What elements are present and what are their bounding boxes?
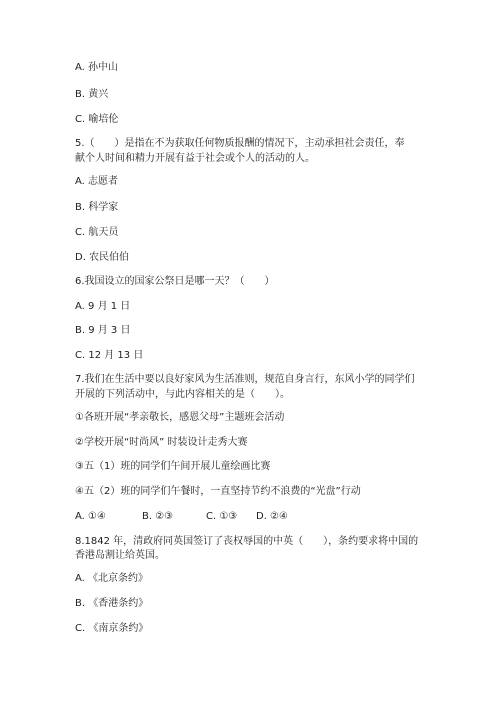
q7-option-c: C. ①③ xyxy=(206,511,238,522)
q8-option-c: C. 《南京条约》 xyxy=(75,623,149,634)
q6-option-a: A. 9 月 1 日 xyxy=(75,301,131,312)
q6-option-c: C. 12 月 13 日 xyxy=(75,350,144,361)
q5-option-b: B. 科学家 xyxy=(75,202,119,213)
q8-option-b: B. 《香港条约》 xyxy=(75,598,149,609)
q6-stem: 6.我国设立的国家公祭日是哪一天？（ ） xyxy=(75,276,275,287)
q7-option-a: A. ①④ xyxy=(75,511,106,522)
q5-option-c: C. 航天员 xyxy=(75,227,119,238)
q8-stem-line1: 8.1842 年，清政府同英国签订了丧权辱国的中英（ ），条约要求将中国的 xyxy=(75,536,419,547)
q7-stem-line1: 7.我们在生活中要以良好家风为生活准则，规范自身言行，东风小学的同学们 xyxy=(75,374,415,385)
q5-option-d: D. 农民伯伯 xyxy=(75,252,130,263)
q7-stem-line2: 开展的下列活动中，与此内容相关的是（ ）。 xyxy=(75,389,290,400)
q5-option-a: A. 志愿者 xyxy=(75,176,119,187)
q7-option-b: B. ②③ xyxy=(142,511,174,522)
q6-option-b: B. 9 月 3 日 xyxy=(75,325,131,336)
q7-options xyxy=(75,510,288,524)
q4-option-b: B. 黄兴 xyxy=(75,89,109,100)
q5-stem-line2: 献个人时间和精力开展有益于社会或个人的活动的人。 xyxy=(75,153,315,164)
q7-item-3: ③五（1）班的同学们午间开展儿童绘画比赛 xyxy=(75,461,271,472)
q7-item-4: ④五（2）班的同学们午餐时，一直坚持节约不浪费的“光盘”行动 xyxy=(75,486,361,497)
q4-option-a: A. 孙中山 xyxy=(75,62,119,73)
q4-option-c: C. 喻培伦 xyxy=(75,114,119,125)
q7-option-d: D. ②④ xyxy=(256,511,288,522)
q5-stem-line1: 5.（ ）是指在不为获取任何物质报酬的情况下，主动承担社会责任，奉 xyxy=(75,138,405,149)
q8-stem-line2: 香港岛割让给英国。 xyxy=(75,550,165,561)
q7-item-2: ②学校开展“时尚风” 时装设计走秀大赛 xyxy=(75,437,248,448)
q7-item-1: ①各班开展“孝亲敬长，感恩父母”主题班会活动 xyxy=(75,412,285,423)
q8-option-a: A. 《北京条约》 xyxy=(75,573,149,584)
